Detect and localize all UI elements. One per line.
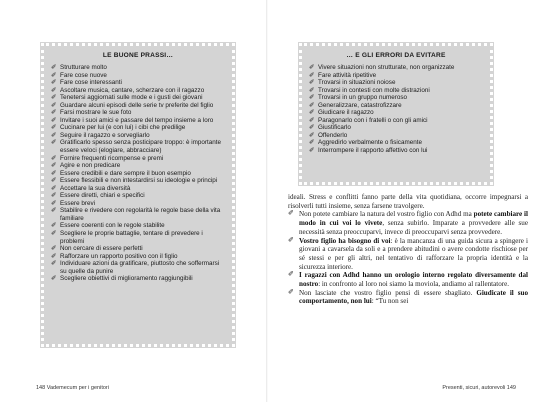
list-item-text: Stabilire e rivedere con regolarità le regole base della vita familiare	[60, 207, 221, 222]
pencil-check-icon: ✐	[309, 101, 315, 109]
pencil-check-icon: ✐	[51, 109, 57, 117]
list-item-text: Giudicare il ragazzo	[318, 109, 374, 117]
pencil-check-icon: ✐	[51, 177, 57, 185]
list-item-text: Fare cose nuove	[60, 71, 107, 79]
list-item	[309, 64, 485, 72]
list-item-text: Fare cose interessanti	[60, 79, 122, 87]
pencil-check-icon: ✐	[309, 139, 315, 147]
list-item-text: Trovarsi in situazioni noiose	[318, 79, 396, 87]
list-item	[51, 230, 227, 245]
pencil-check-icon: ✐	[288, 210, 294, 218]
pencil-check-icon: ✐	[51, 169, 57, 177]
list-item-text: Fornire frequenti ricompense e premi	[60, 154, 164, 162]
pencil-check-icon: ✐	[288, 288, 294, 296]
pencil-check-icon: ✐	[51, 124, 57, 132]
list-item	[51, 177, 227, 185]
pencil-check-icon: ✐	[51, 79, 57, 87]
body-paragraph-2: ✐ Vostro figlio ha bisogno di voi: è la mancanza di una guida sicura a spingere i giovani a cavarsela da soli e a prendere abitudini o avere condotte rischiose per sé stessi e per gli altri, nel tentativo di rafforzare la propria identità e la sicurezza interiore.	[288, 236, 529, 271]
list-item	[51, 170, 227, 178]
list-item-text: Invitare i suoi amici e passare del tempo insieme a loro	[60, 116, 214, 124]
list-item-text: Individuare azioni da gratificare, piuttosto che soffermarsi su quelle da punire	[60, 260, 220, 275]
list-item	[309, 139, 485, 147]
list-item-text: Guardare alcuni episodi delle serie tv preferite del figlio	[60, 101, 214, 109]
list-item-text: Offenderlo	[318, 131, 348, 139]
pencil-check-icon: ✐	[309, 131, 315, 139]
list-item	[51, 94, 227, 102]
pencil-check-icon: ✐	[51, 275, 57, 283]
list-item	[309, 117, 485, 125]
list-item-text: Gratificarlo spesso senza posticipare troppo: è importante essere veloci (elogiare, abbracciare)	[60, 139, 222, 155]
list-item	[51, 155, 227, 163]
list-item	[309, 79, 485, 87]
body-paragraph-4: ✐ Non lasciate che vostro figlio pensi di essere sbagliato. Giudicate il suo comportamento, non lui: “Tu non sei	[288, 288, 528, 306]
errors-list	[302, 64, 490, 155]
good-practices-box	[41, 43, 235, 347]
pencil-check-icon: ✐	[309, 79, 315, 87]
list-item-text: Farsi mostrare le sue foto	[60, 109, 132, 117]
list-item	[309, 102, 485, 110]
pencil-check-icon: ✐	[51, 101, 57, 109]
pencil-check-icon: ✐	[288, 236, 294, 244]
list-item	[51, 117, 227, 125]
list-item	[51, 87, 227, 95]
list-item	[51, 192, 227, 200]
list-item-text: Tenetersi aggiornati sulle mode e i gusti dei giovani	[60, 94, 203, 102]
list-item-text: Cucinare per lui (e con lui) i cibi che predilige	[60, 124, 186, 132]
pencil-check-icon: ✐	[309, 94, 315, 102]
pencil-check-icon: ✐	[309, 147, 315, 155]
good-practices-list	[44, 64, 232, 283]
list-item	[51, 245, 227, 253]
pencil-check-icon: ✐	[51, 94, 57, 102]
list-item-text: Essere flessibili e non intestardirsi su ideologie e principi	[60, 177, 218, 185]
list-item-text: Strutturare molto	[60, 64, 107, 71]
pencil-check-icon: ✐	[309, 64, 315, 71]
list-item	[51, 253, 227, 261]
pencil-check-icon: ✐	[51, 207, 57, 215]
body-paragraph-1: ✐ Non potete cambiare la natura del vostro figlio con Adhd ma potete cambiare il modo in cui voi lo vivete, senza subirlo. Imparate a provvedere alle sue necessità senza preoccuparvi, invece di preoccuparvi senza provvedere.	[288, 210, 529, 236]
list-item	[51, 79, 227, 87]
list-item-text: Vivere situazioni non strutturate, non organizzate	[318, 64, 455, 71]
list-item-text: Fare attività ripetitive	[318, 71, 377, 79]
list-item	[51, 200, 227, 208]
list-item	[51, 72, 227, 80]
pencil-check-icon: ✐	[309, 71, 315, 79]
list-item-text: Scegliere obiettivi di miglioramento raggiungibili	[60, 275, 193, 283]
pencil-check-icon: ✐	[51, 116, 57, 124]
pencil-check-icon: ✐	[51, 230, 57, 238]
list-item	[51, 132, 227, 140]
pencil-check-icon: ✐	[309, 86, 315, 94]
list-item	[51, 124, 227, 132]
list-item	[309, 109, 485, 117]
list-item-text: Non cercare di essere perfetti	[60, 245, 143, 253]
list-item-text: Aggredirlo verbalmente o fisicamente	[318, 139, 422, 147]
list-item	[51, 162, 227, 170]
pencil-check-icon: ✐	[309, 109, 315, 117]
list-item-text: Trovarsi in un gruppo numeroso	[318, 94, 408, 102]
list-item-text: Essere brevi	[60, 199, 95, 207]
pencil-check-icon: ✐	[309, 116, 315, 124]
list-item	[51, 185, 227, 193]
pencil-check-icon: ✐	[51, 162, 57, 170]
pencil-check-icon: ✐	[51, 199, 57, 207]
list-item	[51, 275, 227, 283]
list-item	[309, 94, 485, 102]
list-item	[309, 72, 485, 80]
list-item	[51, 222, 227, 230]
pencil-check-icon: ✐	[51, 260, 57, 268]
list-item	[51, 109, 227, 117]
body-text	[288, 193, 528, 306]
list-item	[51, 139, 227, 154]
pencil-check-icon: ✐	[51, 184, 57, 192]
list-item-text: Accettare la sua diversità	[60, 184, 131, 192]
list-item	[51, 207, 227, 222]
pencil-check-icon: ✐	[51, 71, 57, 79]
list-item	[51, 102, 227, 110]
list-item-text: Giustificarlo	[318, 124, 351, 132]
list-item-text: Seguire il ragazzo e sorvegliarlo	[60, 131, 150, 139]
body-intro: ideali. Stress e conflitti fanno parte della vita quotidiana, occorre impegnarsi a risolverli tutti insieme, senza farsene travolgere.	[288, 193, 528, 210]
list-item	[309, 124, 485, 132]
list-item	[51, 260, 227, 275]
list-item-text: Scegliere le proprie battaglie, tentare di prevedere i problemi	[60, 230, 203, 245]
list-item-text: Essere diretti, chiari e specifici	[60, 192, 145, 200]
errors-box	[299, 43, 493, 185]
list-item-text: Essere coerenti con le regole stabilite	[60, 222, 165, 230]
list-item-text: Paragonarlo con i fratelli o con gli amici	[318, 116, 428, 124]
pencil-check-icon: ✐	[51, 192, 57, 200]
pencil-check-icon: ✐	[51, 222, 57, 230]
list-item-text: Agire e non predicare	[60, 162, 121, 170]
good-practices-title: LE BUONE PRASSI…	[102, 52, 174, 59]
body-paragraph-3: ✐ I ragazzi con Adhd hanno un orologio interno regolato diversamente dal nostro: in confronto al loro noi siamo la moviola, andiamo al rallentatore.	[288, 271, 528, 289]
list-item-text: Ascoltare musica, cantare, scherzare con il ragazzo	[60, 86, 205, 94]
list-item-text: Rafforzare un rapporto positivo con il figlio	[60, 252, 178, 260]
right-page	[268, 0, 536, 402]
list-item-text: Interrompere il rapporto affettivo con lui	[318, 147, 428, 155]
list-item	[309, 87, 485, 95]
pencil-check-icon: ✐	[51, 252, 57, 260]
pencil-check-icon: ✐	[51, 139, 57, 147]
right-folio: Presenti, sicuri, autorevoli 149	[442, 385, 516, 391]
list-item-text: Trovarsi in contesti con molte distrazioni	[318, 86, 430, 94]
pencil-check-icon: ✐	[51, 131, 57, 139]
list-item	[51, 64, 227, 72]
left-folio: 148 Vademecum per i genitori	[36, 385, 109, 391]
list-item	[309, 132, 485, 140]
pencil-check-icon: ✐	[309, 124, 315, 132]
pencil-check-icon: ✐	[288, 271, 294, 279]
pencil-check-icon: ✐	[51, 154, 57, 162]
pencil-check-icon: ✐	[51, 245, 57, 253]
list-item-text: Generalizzare, catastrofizzare	[318, 101, 402, 109]
errors-title: … E GLI ERRORI DA EVITARE	[346, 52, 446, 59]
pencil-check-icon: ✐	[51, 86, 57, 94]
pencil-check-icon: ✐	[51, 64, 57, 71]
list-item-text: Essere credibili e dare sempre il buon esempio	[60, 169, 191, 177]
list-item	[309, 147, 485, 155]
